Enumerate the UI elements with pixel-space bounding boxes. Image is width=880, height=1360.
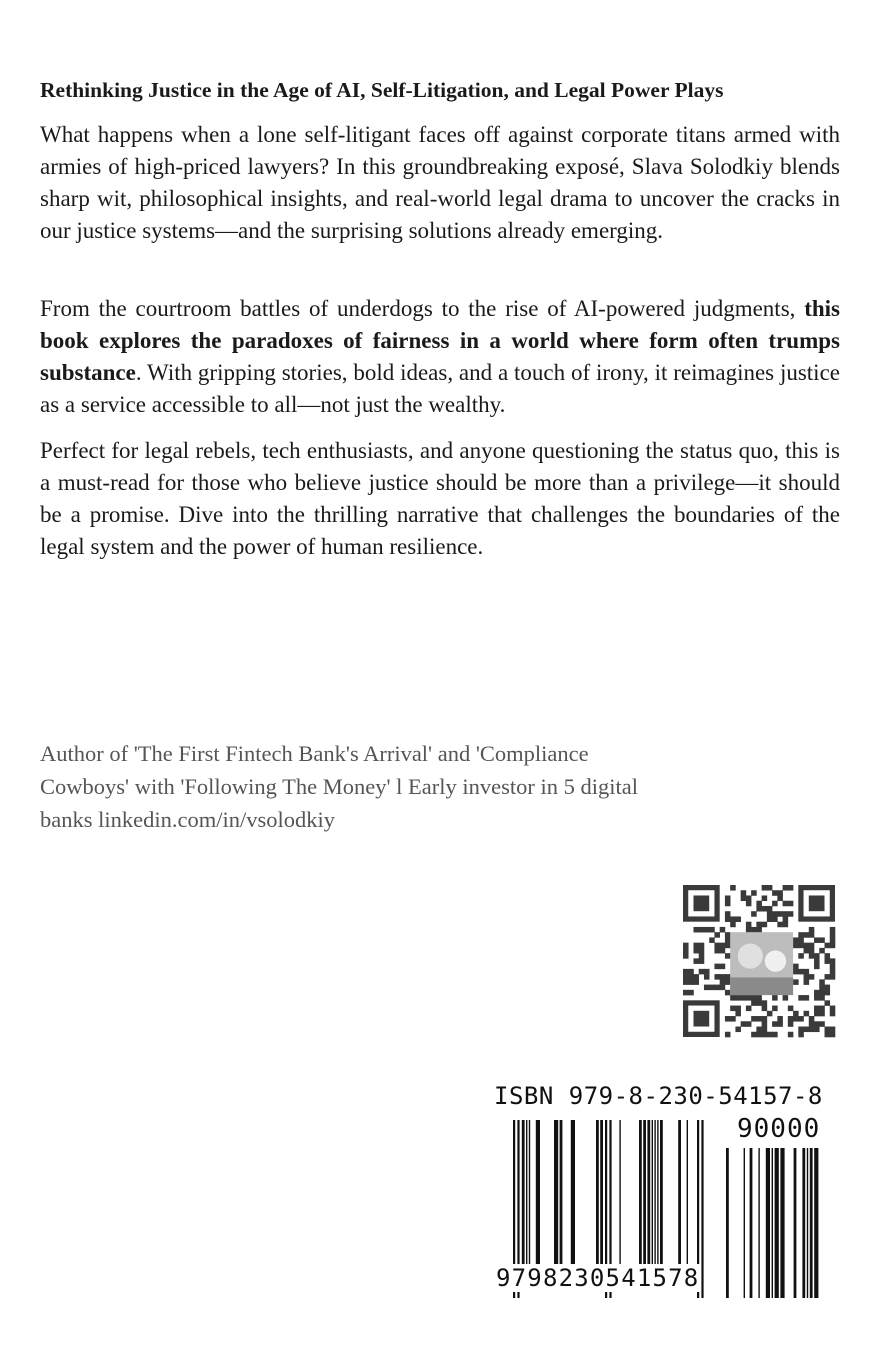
barcode-ean-digits: 9798230541578	[496, 1264, 700, 1292]
author-bio: Author of 'The First Fintech Bank's Arrival' and 'Compliance Cowboys' with 'Following The Money' l Early investor in 5 digital banks linkedin.com/in/vsolodkiy	[40, 741, 638, 832]
barcode-addon-digits: 90000	[737, 1114, 821, 1144]
blurb-paragraph-2-bold: this book explores the paradoxes of fairness in a world where form often trumps substance	[40, 296, 840, 385]
blurb-paragraph-1: What happens when a lone self-litigant faces off against corporate titans armed with armies of high-priced lawyers? In this groundbreaking exposé, Slava Solodkiy blends sharp wit, philosophical insights, and real-world legal drama to uncover the cracks in our justice systems—and the surprising solutions already emerging.	[40, 122, 840, 243]
blurb-paragraph-3: Perfect for legal rebels, tech enthusiasts, and anyone questioning the status quo, this is a must-read for those who believe justice should be more than a privilege—it should be a promise. Dive into the thrilling narrative that challenges the boundaries of the legal system and the power of human resilience.	[40, 438, 840, 559]
blurb-paragraph-2	[40, 293, 840, 421]
qr-code-graphic	[680, 882, 838, 1040]
qr-code-icon	[680, 882, 838, 1040]
blurb-paragraph-2-start: From the courtroom battles of underdogs to the rise of AI-powered judgments,	[40, 296, 805, 321]
blurb-paragraph-2-end: . With gripping stories, bold ideas, and a touch of irony, it reimagines justice as a service accessible to all—not just the wealthy.	[40, 360, 840, 417]
isbn-label: ISBN 979-8-230-54157-8	[494, 1082, 823, 1110]
blurb-heading: Rethinking Justice in the Age of AI, Self-Litigation, and Legal Power Plays	[40, 78, 724, 102]
